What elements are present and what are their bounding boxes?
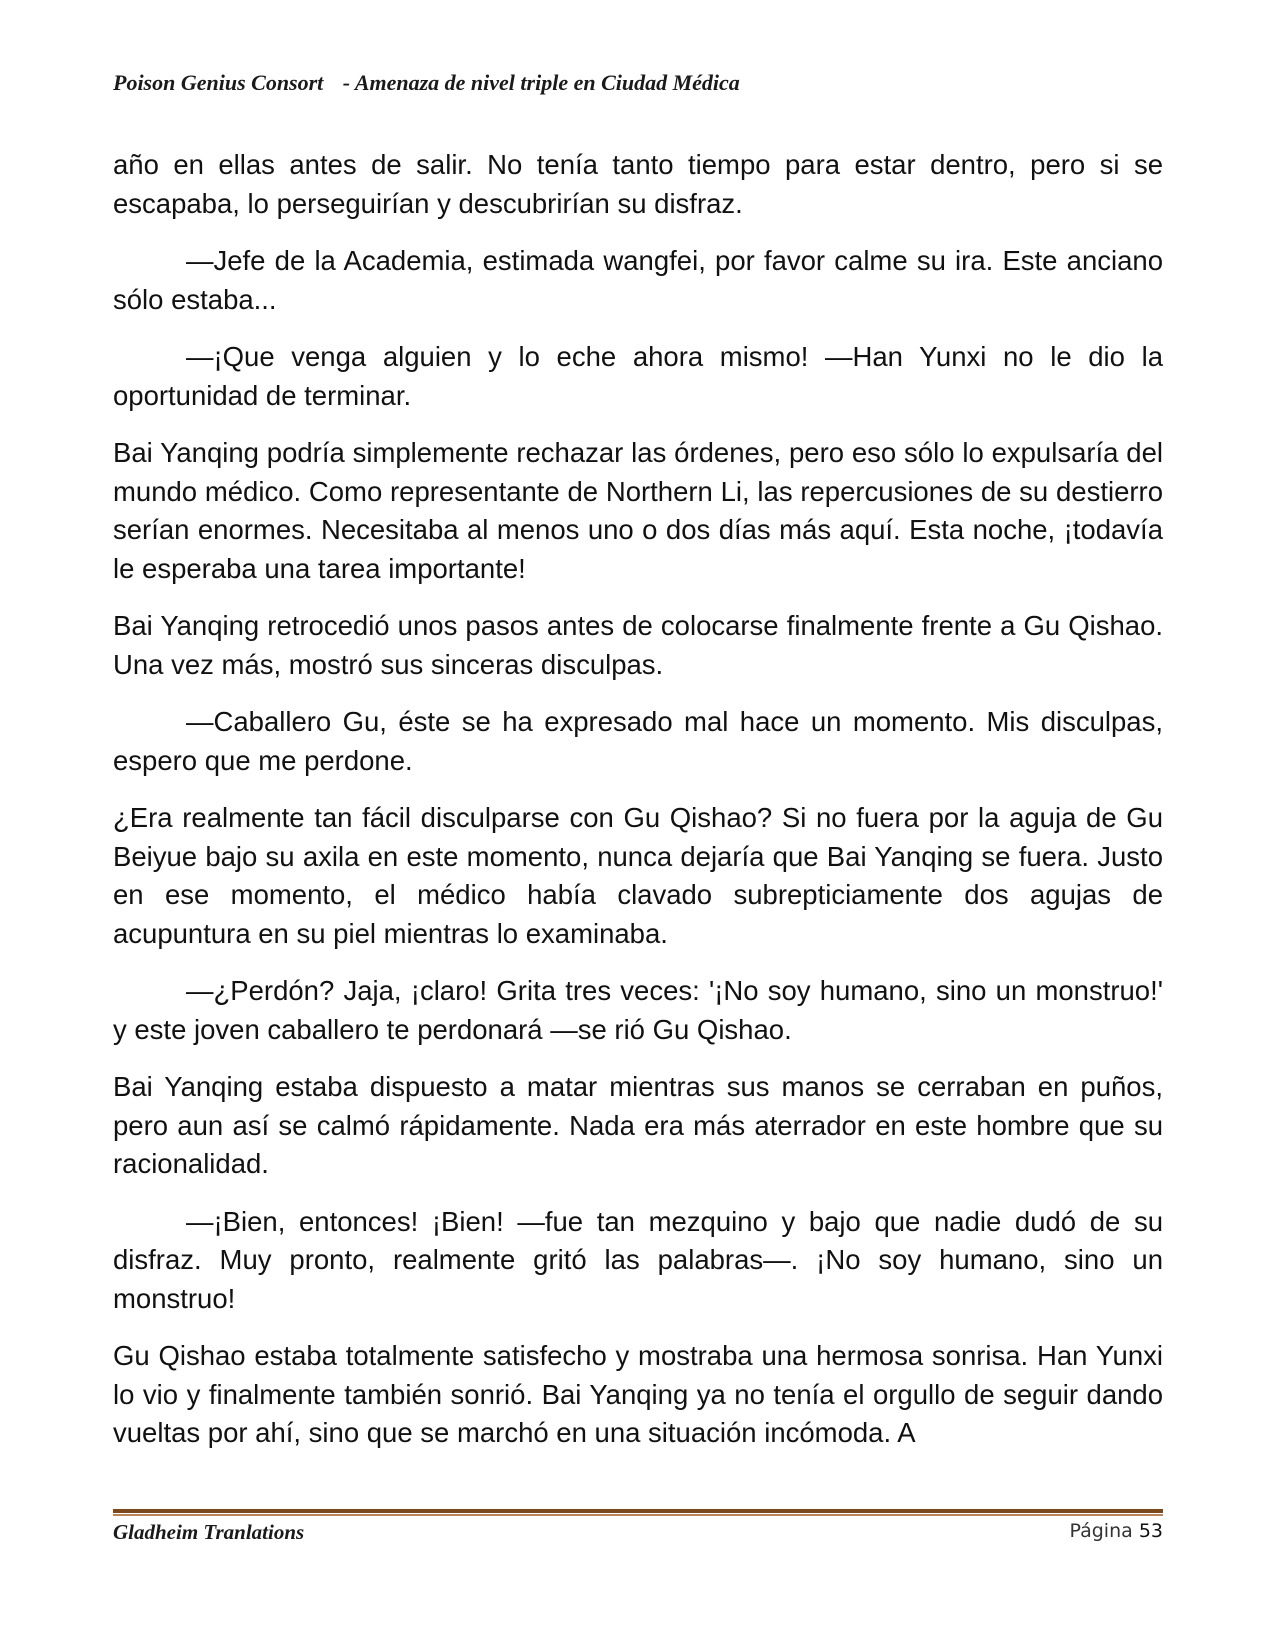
- footer-divider-thin: [113, 1514, 1163, 1516]
- page-label: Página: [1069, 1520, 1133, 1542]
- paragraph: año en ellas antes de salir. No tenía tanto tiempo para estar dentro, pero si se escapaba, lo perseguirían y descubrirían su disfraz.: [113, 149, 1163, 219]
- footer-divider-thick: [113, 1509, 1163, 1513]
- chapter-title: Amenaza de nivel triple en Ciudad Médica: [354, 70, 740, 95]
- body-text: [113, 146, 1163, 1472]
- paragraph: —¡Bien, entonces! ¡Bien! —fue tan mezquino y bajo que nadie dudó de su disfraz. Muy pronto, realmente gritó las palabras—. ¡No soy humano, sino un monstruo!: [113, 1205, 1163, 1314]
- paragraph: Bai Yanqing estaba dispuesto a matar mientras sus manos se cerraban en puños, pero aun así se calmó rápidamente. Nada era más aterrador en este hombre que su racionalidad.: [113, 1071, 1163, 1179]
- paragraph: —Jefe de la Academia, estimada wangfei, por favor calme su ira. Este anciano sólo estaba...: [113, 245, 1163, 315]
- translator-credit: Gladheim Tranlations: [113, 1520, 305, 1544]
- footer-divider: [113, 1509, 1163, 1516]
- page-number-label: [1069, 1520, 1163, 1542]
- page-header: [113, 70, 1163, 96]
- paragraph: Bai Yanqing podría simplemente rechazar las órdenes, pero eso sólo lo expulsaría del mundo médico. Como representante de Northern Li, las repercusiones de su destierro serían enormes. Necesitaba al menos uno o dos días más aquí. Esta noche, ¡todavía le esperaba una tarea importante!: [113, 437, 1163, 584]
- novel-title: Poison Genius Consort: [113, 70, 324, 95]
- paragraph: —¡Que venga alguien y lo eche ahora mismo! —Han Yunxi no le dio la oportunidad de terminar.: [113, 341, 1163, 411]
- page-number: 53: [1138, 1520, 1163, 1542]
- paragraph: Bai Yanqing retrocedió unos pasos antes de colocarse finalmente frente a Gu Qishao. Una vez más, mostró sus sinceras disculpas.: [113, 610, 1163, 680]
- page-footer: [113, 1520, 1163, 1550]
- paragraph: —¿Perdón? Jaja, ¡claro! Grita tres veces: '¡No soy humano, sino un monstruo!' y este joven caballero te perdonará —se rió Gu Qishao.: [113, 975, 1163, 1045]
- paragraph: —Caballero Gu, éste se ha expresado mal hace un momento. Mis disculpas, espero que me perdone.: [113, 706, 1163, 776]
- paragraph: Gu Qishao estaba totalmente satisfecho y mostraba una hermosa sonrisa. Han Yunxi lo vio y finalmente también sonrió. Bai Yanqing ya no tenía el orgullo de seguir dando vueltas por ahí, sino que se marchó en una situación incómoda. A: [113, 1340, 1163, 1448]
- header-separator: -: [342, 70, 351, 95]
- paragraph: ¿Era realmente tan fácil disculparse con Gu Qishao? Si no fuera por la aguja de Gu Beiyue bajo su axila en este momento, nunca dejaría que Bai Yanqing se fuera. Justo en ese momento, el médico había clavado subrepticiamente dos agujas de acupuntura en su piel mientras lo examinaba.: [113, 802, 1163, 949]
